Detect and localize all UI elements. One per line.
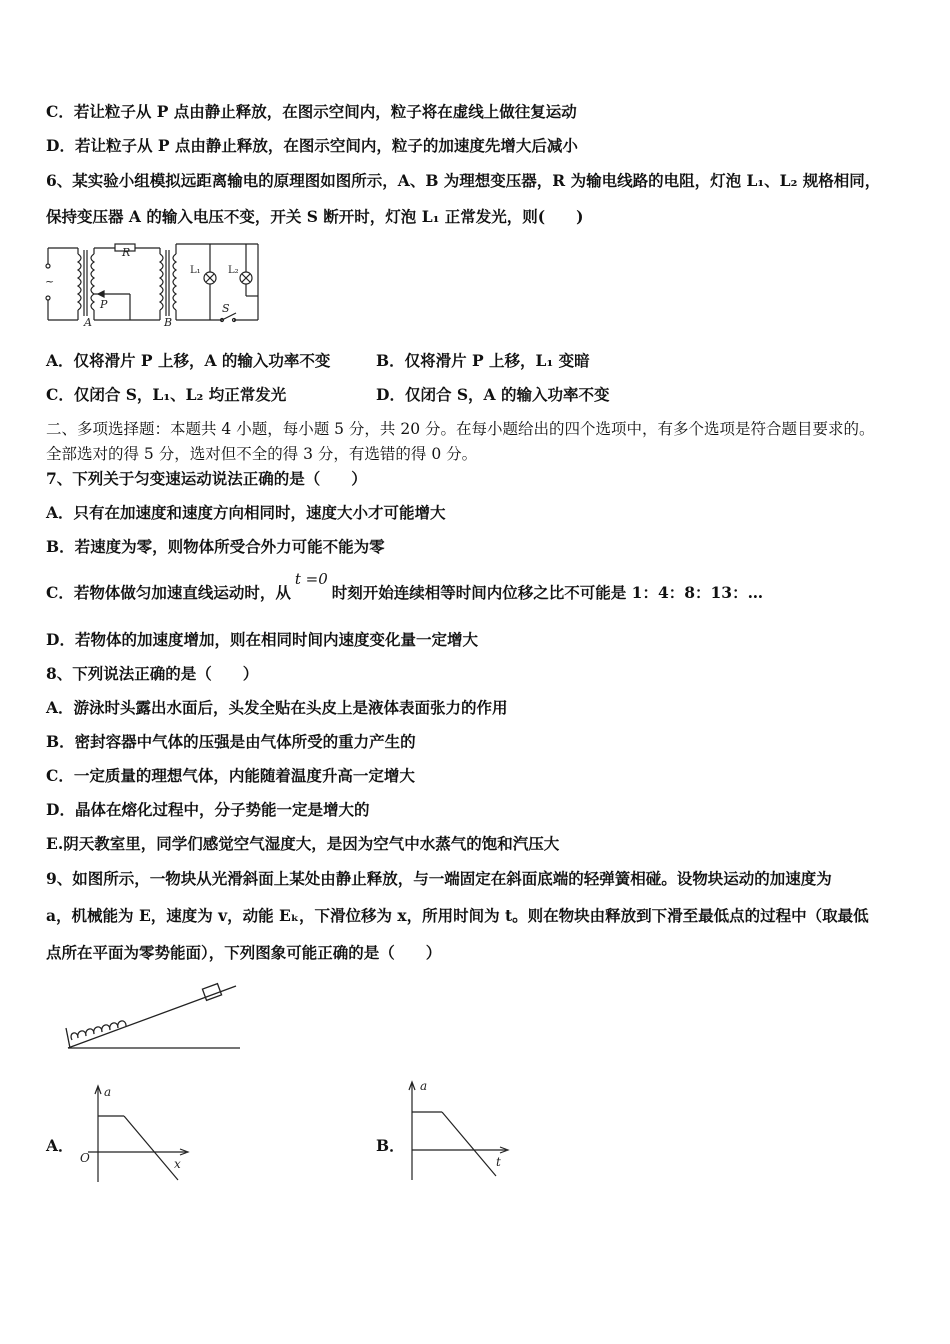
q7-option-c-pre: C．若物体做匀加速直线运动时，从 xyxy=(46,583,291,602)
source-symbol: ~ xyxy=(45,275,55,288)
q8-option-e: E.阴天教室里，同学们感觉空气湿度大，是因为空气中水蒸气的饱和汽压大 xyxy=(46,834,560,853)
q6-option-c: C．仅闭合 S，L₁、L₂ 均正常发光 xyxy=(46,385,287,404)
label-l1: L₁ xyxy=(190,265,201,276)
label-s: S xyxy=(222,302,230,315)
q9-option-b-label: B． xyxy=(376,1136,405,1155)
q6-option-d: D．仅闭合 S，A 的输入功率不变 xyxy=(376,385,610,404)
q6-stem-line2: 保持变压器 A 的输入电压不变，开关 S 断开时，灯泡 L₁ 正常发光，则( ) xyxy=(46,207,584,226)
q8-stem: 8、下列说法正确的是（ ） xyxy=(46,664,259,683)
q5-option-c: C．若让粒子从 P 点由静止释放，在图示空间内，粒子将在虚线上做往复运动 xyxy=(46,102,577,121)
q7-stem: 7、下列关于匀变速运动说法正确的是（ ） xyxy=(46,469,367,488)
q7-option-b: B．若速度为零，则物体所受合外力可能不能为零 xyxy=(46,537,385,556)
q6-stem-line1: 6、某实验小组模拟远距离输电的原理图如图所示，A、B 为理想变压器，R 为输电线路的电阻，灯泡 L₁、L₂ 规格相同， xyxy=(46,171,881,190)
q8-option-b: B．密封容器中气体的压强是由气体所受的重力产生的 xyxy=(46,732,416,751)
q6-option-a: A．仅将滑片 P 上移，A 的输入功率不变 xyxy=(46,351,331,370)
q9-stem-line3: 点所在平面为零势能面），下列图象可能正确的是（ ） xyxy=(46,943,442,962)
section2-header-line2: 全部选对的得 5 分，选对但不全的得 3 分，有选错的得 0 分。 xyxy=(46,445,478,463)
q8-option-c: C．一定质量的理想气体，内能随着温度升高一定增大 xyxy=(46,766,415,785)
q9-incline-diagram xyxy=(58,980,244,1056)
q6-circuit-diagram xyxy=(40,236,270,328)
section2-header-line1: 二、多项选择题：本题共 4 小题，每小题 5 分，共 20 分。在每小题给出的四个选项中，有多个选项是符合题目要求的。 xyxy=(46,420,875,438)
graph-b-ylabel: a xyxy=(420,1079,428,1093)
q6-option-b: B．仅将滑片 P 上移，L₁ 变暗 xyxy=(376,351,590,370)
graph-a-ylabel: a xyxy=(104,1085,112,1099)
q9-stem-line2: a，机械能为 E，速度为 v，动能 Eₖ，下滑位移为 x，所用时间为 t。则在物块由释放到下滑至最低点的过程中（取最低 xyxy=(46,906,869,925)
label-p: P xyxy=(100,298,108,311)
q9-graph-a xyxy=(74,1082,194,1186)
q7-option-d: D．若物体的加速度增加，则在相同时间内速度变化量一定增大 xyxy=(46,630,478,649)
q9-stem-line1: 9、如图所示，一物块从光滑斜面上某处由静止释放，与一端固定在斜面底端的轻弹簧相碰。设物块运动的加速度为 xyxy=(46,869,832,888)
q5-option-d: D．若让粒子从 P 点由静止释放，在图示空间内，粒子的加速度先增大后减小 xyxy=(46,136,578,155)
label-r: R xyxy=(122,246,131,259)
graph-b-xlabel: t xyxy=(496,1155,501,1169)
q9-option-a-label: A． xyxy=(46,1136,74,1155)
q7-option-a: A．只有在加速度和速度方向相同时，速度大小才可能增大 xyxy=(46,503,446,522)
q7-option-c xyxy=(46,570,764,603)
q9-graph-b xyxy=(398,1076,514,1186)
q7-option-c-post: 时刻开始连续相等时间内位移之比不可能是 1：4：8：13：… xyxy=(331,583,764,602)
graph-a-origin: O xyxy=(80,1151,90,1165)
q8-option-a: A．游泳时头露出水面后，头发全贴在头皮上是液体表面张力的作用 xyxy=(46,698,508,717)
label-a: A xyxy=(84,316,92,328)
q8-option-d: D．晶体在熔化过程中，分子势能一定是增大的 xyxy=(46,800,370,819)
graph-a-xlabel: x xyxy=(174,1157,181,1171)
q7-option-c-math: t =0 xyxy=(294,570,328,588)
label-b: B xyxy=(164,316,173,328)
label-l2: L₂ xyxy=(228,265,239,276)
